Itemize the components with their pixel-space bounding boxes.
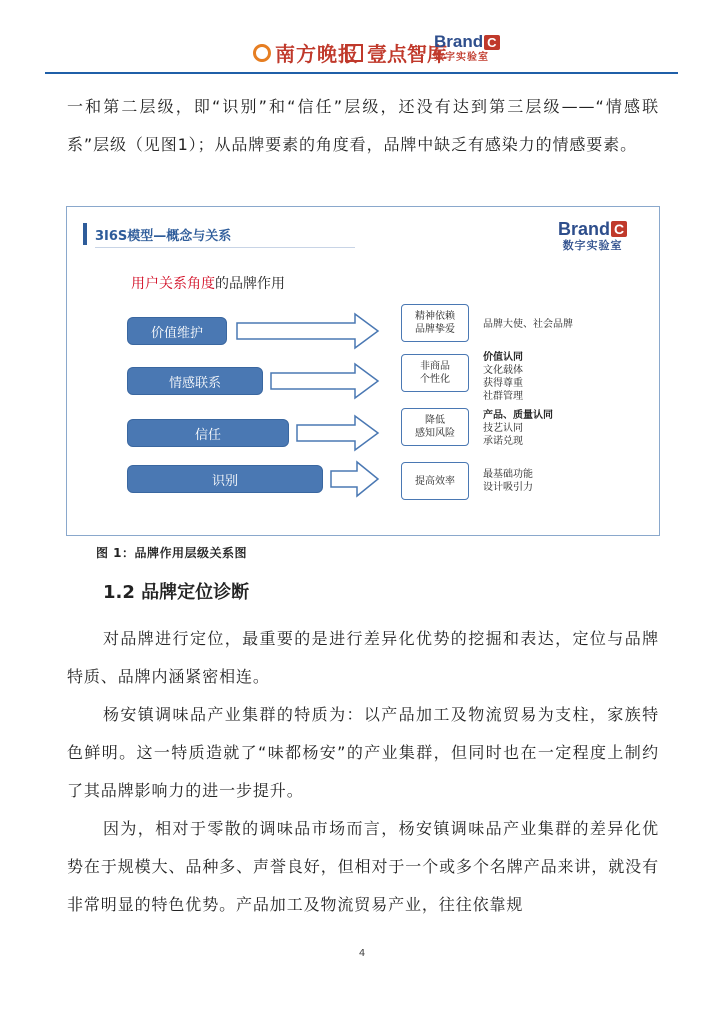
header-divider bbox=[45, 72, 678, 74]
level-pill-identification: 识别 bbox=[127, 465, 323, 493]
level-pill-value-maintenance: 价值维护 bbox=[127, 317, 227, 345]
section-heading: 1.2 品牌定位诊断 bbox=[103, 582, 250, 603]
level-desc-3: 产品、质量认同 技艺认同 承诺兑现 bbox=[483, 410, 553, 447]
logo-circle-icon bbox=[253, 44, 271, 62]
arrow-right-icon bbox=[269, 361, 381, 401]
page-number: 4 bbox=[358, 948, 366, 959]
level-box-2: 非商品 个性化 bbox=[401, 354, 469, 392]
paragraph-bottom-2: 杨安镇调味品产业集群的特质为：以产品加工及物流贸易为支柱，家族特色鲜明。这一特质造就了“味都杨安”的产业集群，但同时也在一定程度上制约了其品牌影响力的进一步提升。 bbox=[67, 705, 659, 800]
paragraph-bottom-1: 对品牌进行定位，最重要的是进行差异化优势的挖掘和表达，定位与品牌特质、品牌内涵紧密相连。 bbox=[67, 629, 659, 686]
southern-evening-logo: 南方晚报 bbox=[253, 38, 359, 67]
arrow-right-icon bbox=[295, 413, 381, 453]
figure-brand-logo: Brand C 数字实验室 bbox=[558, 219, 627, 253]
level-desc-2: 价值认同 文化载体 获得尊重 社群管理 bbox=[483, 352, 523, 402]
level-desc-4: 最基础功能 设计吸引力 bbox=[483, 469, 533, 493]
level-box-1: 精神依赖 品牌挚爱 bbox=[401, 304, 469, 342]
figure-title-bar bbox=[83, 223, 87, 245]
yidian-think-tank-logo: 壹点智库 bbox=[345, 38, 447, 67]
figure-title-rule bbox=[95, 247, 355, 248]
arrow-right-icon bbox=[329, 459, 381, 499]
level-desc-1: 品牌大使、社会品牌 bbox=[483, 319, 573, 330]
level-box-3: 降低 感知风险 bbox=[401, 408, 469, 446]
figure-title: 3I6S模型—概念与关系 bbox=[95, 229, 232, 244]
figure-caption: 图 1：品牌作用层级关系图 bbox=[96, 546, 248, 560]
paragraph-top: 一和第二层级，即“识别”和“信任”层级，还没有达到第三层级——“情感联系”层级（见图1）；从品牌要素的角度看，品牌中缺乏有感染力的情感要素。 bbox=[67, 97, 659, 154]
logo-square-icon bbox=[345, 44, 363, 62]
page-header bbox=[0, 0, 724, 75]
level-pill-emotional-connection: 情感联系 bbox=[127, 367, 263, 395]
level-pill-trust: 信任 bbox=[127, 419, 289, 447]
arrow-right-icon bbox=[235, 311, 381, 351]
level-box-4: 提高效率 bbox=[401, 462, 469, 500]
figure-3i6s-model bbox=[66, 206, 660, 536]
figure-subtitle: 用户关系角度的品牌作用 bbox=[131, 276, 285, 292]
brandc-lab-logo: Brand C 数字实验室 bbox=[434, 33, 500, 64]
paragraph-bottom-3: 因为，相对于零散的调味品市场而言，杨安镇调味品产业集群的差异化优势在于规模大、品种多、声誉良好，但相对于一个或多个名牌产品来讲，就没有非常明显的特色优势。产品加工及物流贸易产业，往往依靠规 bbox=[67, 819, 659, 914]
